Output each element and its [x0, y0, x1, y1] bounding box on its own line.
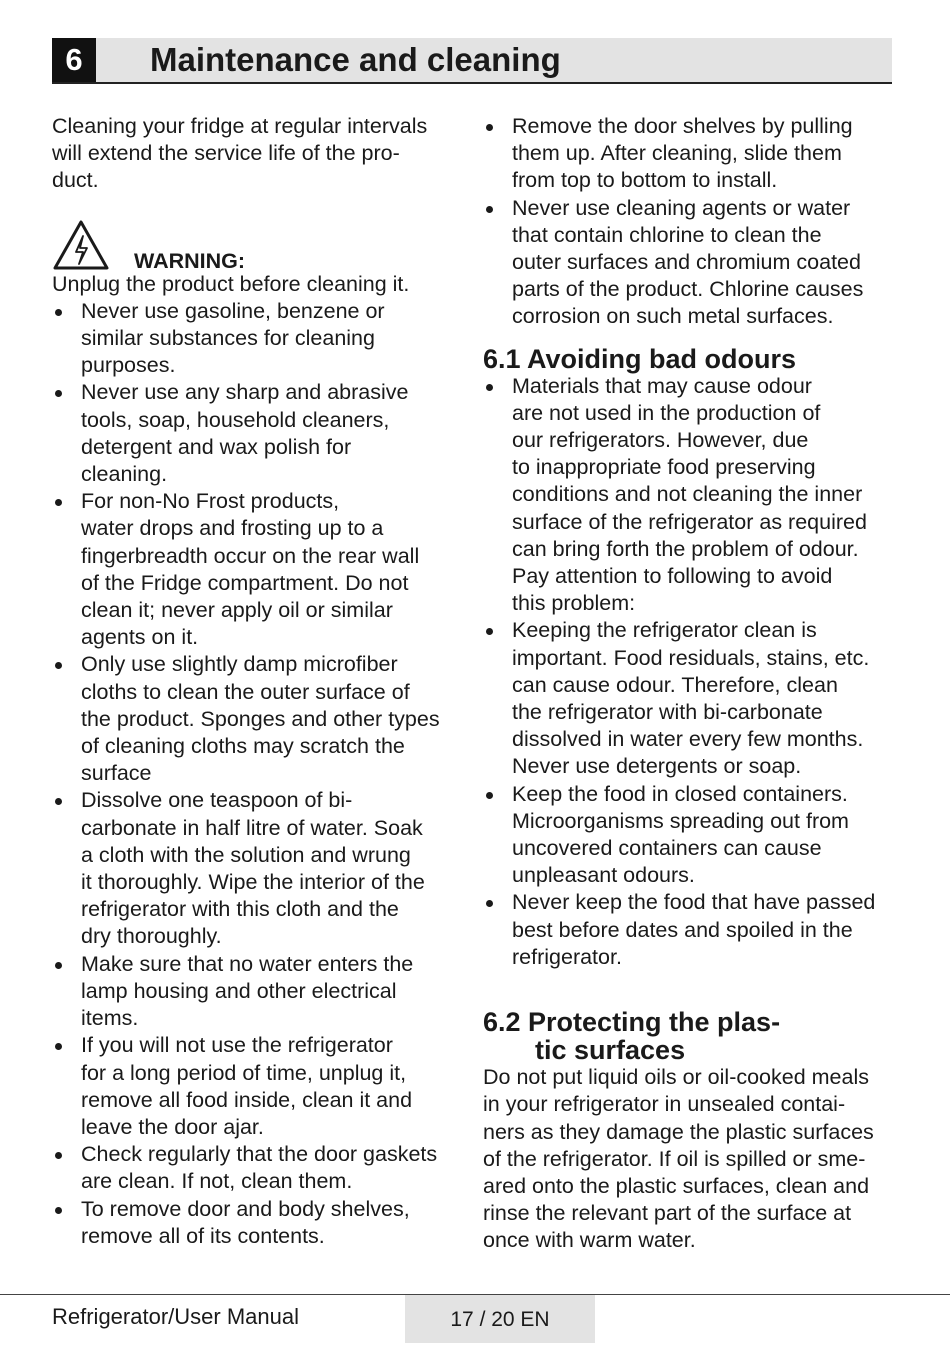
warning-label: WARNING:: [134, 248, 246, 273]
section-heading-6-2: 6.2 Protecting the plas- tic surfaces: [483, 1007, 781, 1066]
chapter-title: Maintenance and cleaning: [150, 41, 561, 78]
chapter-number: 6: [52, 38, 96, 82]
cleaning-bullet-list: [52, 298, 460, 1250]
list-item: Never use cleaning agents or water that contain chlorine to clean the outer surfaces and chromium coated parts of the product. Chlorine causes corrosion on such metal surfaces.: [483, 195, 895, 331]
list-item: Check regularly that the door gaskets are clean. If not, clean them.: [52, 1141, 460, 1195]
list-item: Materials that may cause odour are not used in the production of our refrigerators. However, due to inappropriate food preserving conditions and not cleaning the inner surface of the refrigerator as required can bring forth the problem of odour. Pay attention to following to avoid this problem:: [483, 373, 895, 618]
warning-text: Unplug the product before cleaning it.: [52, 271, 410, 296]
shelf-bullet-list: [483, 113, 895, 331]
list-item: Keep the food in closed containers. Microorganisms spreading out from uncovered containers can cause unpleasant odours.: [483, 781, 895, 890]
plastic-surfaces-paragraph: Do not put liquid oils or oil-cooked meals in your refrigerator in unsealed contai- ners as they damage the plastic surfaces of the refrigerator. If oil is spilled or sme- ared onto the plastic surfaces, clean and rinse the relevant part of the surface at once with warm water.: [483, 1065, 874, 1253]
intro-paragraph: Cleaning your fridge at regular intervals will extend the service life of the pro- duct.: [52, 114, 428, 193]
list-item: Make sure that no water enters the lamp housing and other electrical items.: [52, 951, 460, 1033]
list-item: Never keep the food that have passed best before dates and spoiled in the refrigerator.: [483, 889, 895, 971]
list-item: To remove door and body shelves, remove all of its contents.: [52, 1196, 460, 1250]
section-heading-6-1: 6.1 Avoiding bad odours: [483, 343, 797, 374]
list-item: Keeping the refrigerator clean is important. Food residuals, stains, etc. can cause odour. Therefore, clean the refrigerator with bi-carbonate dissolved in water every few months. Never use detergents or soap.: [483, 617, 895, 780]
list-item: Dissolve one teaspoon of bi- carbonate in half litre of water. Soak a cloth with the solution and wrung it thoroughly. Wipe the interior of the refrigerator with this cloth and the dry thoroughly.: [52, 787, 460, 950]
chapter-header: [52, 38, 892, 84]
warning-block: [52, 215, 460, 271]
list-item: For non-No Frost products, water drops and frosting up to a fingerbreadth occur on the rear wall of the Fridge compartment. Do not clean it; never apply oil or similar agents on it.: [52, 488, 460, 651]
list-item: Remove the door shelves by pulling them up. After cleaning, slide them from top to bottom to install.: [483, 113, 895, 195]
electrical-hazard-warning-icon: [52, 219, 110, 271]
right-column: [483, 113, 895, 1255]
left-column: [52, 113, 460, 1250]
odour-bullet-list: [483, 373, 895, 971]
list-item: Never use gasoline, benzene or similar substances for cleaning purposes.: [52, 298, 460, 380]
list-item: If you will not use the refrigerator for a long period of time, unplug it, remove all food inside, clean it and leave the door ajar.: [52, 1032, 460, 1141]
page-number: 17 / 20 EN: [405, 1295, 595, 1343]
footer-manual-title: Refrigerator/User Manual: [52, 1304, 299, 1329]
list-item: Never use any sharp and abrasive tools, soap, household cleaners, detergent and wax polish for cleaning.: [52, 379, 460, 488]
list-item: Only use slightly damp microfiber cloths to clean the outer surface of the product. Sponges and other types of cleaning cloths may scratch the surface: [52, 651, 460, 787]
